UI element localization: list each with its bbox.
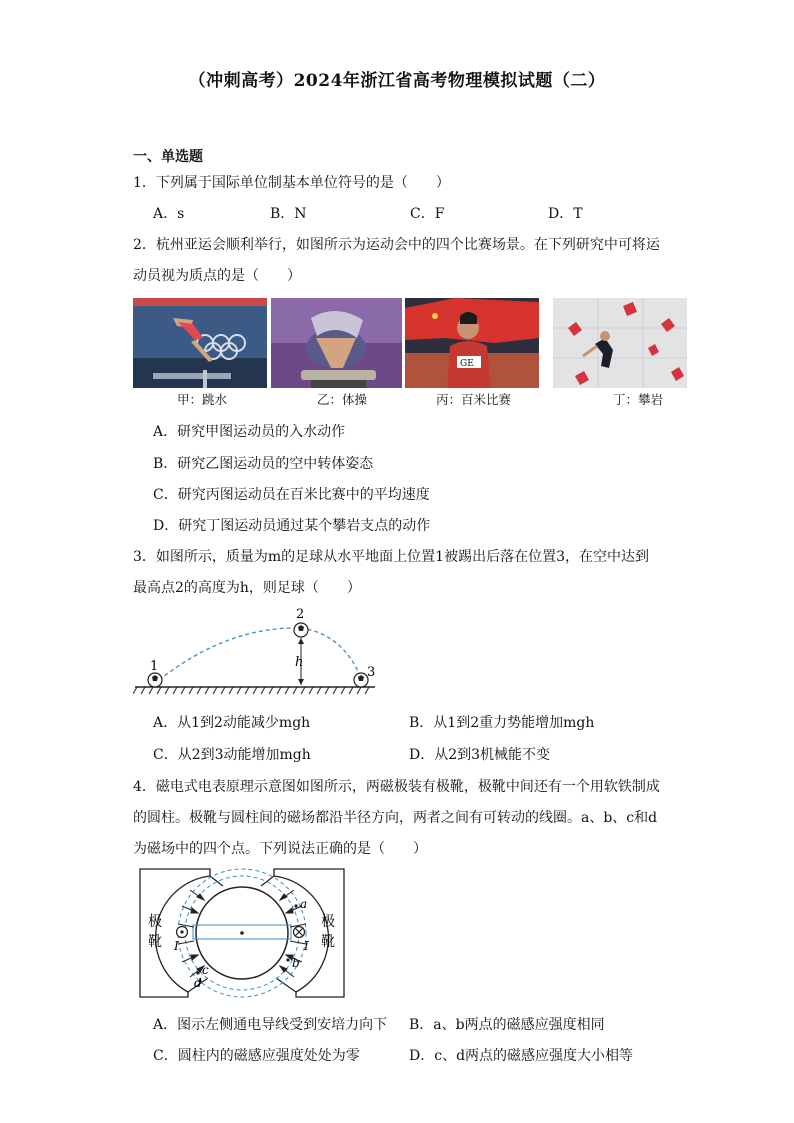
point-label-c: c [202, 963, 209, 977]
q4-option-b[interactable]: B．a、b两点的磁感应强度相同 [409, 1017, 605, 1033]
section-heading: 一、单选题 [133, 149, 203, 165]
q3-option-a[interactable]: A．从1到2动能减少mgh [153, 715, 311, 731]
q2-option-d[interactable]: D．研究丁图运动员通过某个攀岩支点的动作 [153, 518, 431, 534]
q4-stem-line1: 4．磁电式电表原理示意图如图所示，两磁极装有极靴，极靴中间还有一个用软铁制成 [133, 779, 660, 795]
current-in-symbol [294, 927, 305, 938]
photo-climbing [553, 298, 687, 388]
q1-option-b[interactable]: B．N [270, 206, 307, 222]
q2-option-a[interactable]: A．研究甲图运动员的入水动作 [153, 424, 346, 440]
ball-position-2 [294, 623, 308, 637]
q1-stem: 1．下列属于国际单位制基本单位符号的是（ ） [133, 175, 450, 191]
photo-sprint [405, 298, 539, 388]
photo-gymnastics [271, 298, 402, 388]
q2-option-c[interactable]: C．研究丙图运动员在百米比赛中的平均速度 [153, 487, 430, 503]
q1-option-c[interactable]: C．F [410, 206, 445, 222]
caption-ding: 丁：攀岩 [613, 392, 664, 407]
q4-galvanometer-figure [138, 866, 346, 1000]
q3-option-d[interactable]: D．从2到3机械能不变 [409, 747, 551, 763]
current-label-left: I [174, 939, 179, 953]
right-pole-label-1: 极 [321, 914, 335, 930]
q4-stem-line2: 的圆柱。极靴与圆柱间的磁场都沿半径方向，两者之间有可转动的线圈。a、b、c和d [133, 810, 658, 826]
q4-stem-line3: 为磁场中的四个点。下列说法正确的是（ ） [133, 841, 427, 857]
q3-stem-line1: 3．如图所示，质量为m的足球从水平地面上位置1被踢出后落在位置3，在空中达到 [133, 549, 649, 565]
q4-option-c[interactable]: C．圆柱内的磁感应强度处处为零 [153, 1048, 360, 1064]
point-label-d: d [194, 976, 202, 990]
q4-option-a[interactable]: A．图示左侧通电导线受到安培力向下 [153, 1017, 388, 1033]
right-pole-label-2: 靴 [321, 934, 335, 950]
left-pole-label-1: 极 [148, 914, 162, 930]
caption-bing: 丙：百米比赛 [436, 392, 512, 407]
page-title: （冲刺高考）2024年浙江省高考物理模拟试题（二） [188, 71, 606, 91]
current-out-symbol [177, 927, 188, 938]
label-3: 3 [367, 665, 376, 680]
q3-option-b[interactable]: B．从1到2重力势能增加mgh [409, 715, 595, 731]
q4-option-d[interactable]: D．c、d两点的磁感应强度大小相等 [409, 1048, 634, 1064]
q1-option-a[interactable]: A．s [153, 206, 185, 222]
q2-stem-line2: 动员视为质点的是（ ） [133, 268, 301, 284]
label-1: 1 [150, 659, 159, 674]
label-h: h [295, 655, 304, 670]
ball-position-3 [354, 673, 368, 687]
q3-option-c[interactable]: C．从2到3动能增加mgh [153, 747, 311, 763]
label-2: 2 [296, 607, 305, 622]
q1-option-d[interactable]: D．T [548, 206, 583, 222]
q2-stem-line1: 2．杭州亚运会顺利举行，如图所示为运动会中的四个比赛场景。在下列研究中可将运 [133, 237, 660, 253]
q2-option-b[interactable]: B．研究乙图运动员的空中转体姿态 [153, 456, 374, 472]
caption-yi: 乙：体操 [317, 392, 368, 407]
point-label-a: a [300, 897, 308, 911]
point-label-b: b [292, 956, 300, 970]
photo-diving [133, 298, 267, 388]
caption-jia: 甲：跳水 [177, 392, 228, 407]
left-pole-label-2: 靴 [148, 934, 162, 950]
bib-number: GE [460, 359, 474, 369]
q3-stem-line2: 最高点2的高度为h，则足球（ ） [133, 580, 361, 596]
ball-position-1 [148, 673, 162, 687]
q3-trajectory-figure [133, 604, 383, 700]
current-label-right: I [304, 939, 309, 953]
